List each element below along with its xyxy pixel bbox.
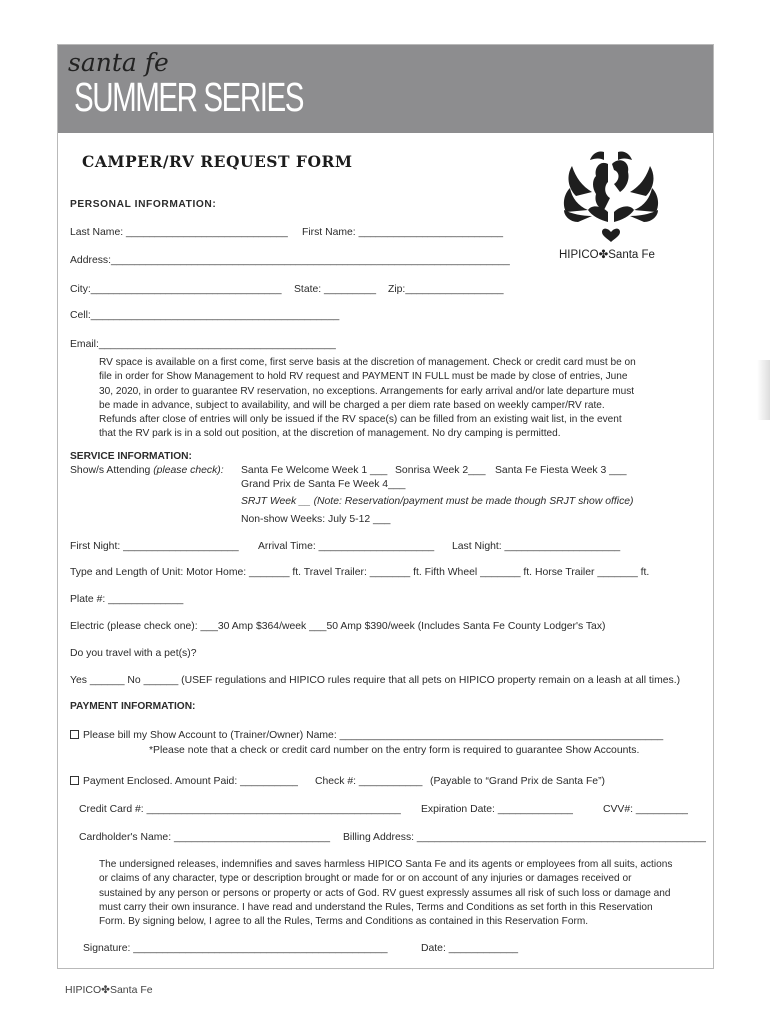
arrival-time-field[interactable]: Arrival Time: ____________________ — [258, 541, 435, 552]
nonshow-option[interactable]: Non-show Weeks: July 5-12 ___ — [241, 514, 391, 525]
policy-line: Refunds after close of entries will only be issued if the RV space(s) can be filled from an existing wait list, in the event — [99, 414, 622, 426]
payment-enclosed-checkbox[interactable] — [70, 776, 79, 785]
bill-account-label: Please bill my Show Account to (Trainer/Owner) Name: ________________________________________________________ — [83, 730, 664, 741]
week3-option[interactable]: Santa Fe Fiesta Week 3 ___ — [495, 465, 627, 476]
payable-note: (Payable to “Grand Prix de Santa Fe”) — [430, 776, 605, 787]
address-field[interactable]: Address:_____________________________________________________________________ — [70, 255, 510, 266]
page-edge-shadow — [757, 360, 770, 420]
state-field[interactable]: State: _________ — [294, 284, 377, 295]
payment-enclosed-option[interactable] — [70, 775, 298, 788]
policy-line: 30, 2020, in order to guarantee RV reservation, no exceptions. Arrangements for early arrival and/or late departure must — [99, 385, 635, 397]
expiration-field[interactable]: Expiration Date: _____________ — [421, 804, 573, 815]
shows-label: Show/s Attending — [70, 465, 154, 476]
first-night-field[interactable]: First Night: ____________________ — [70, 541, 239, 552]
release-line: or claims of any character, type or description brought or made for or on account of any injuries or damages received or — [99, 873, 632, 885]
plate-field[interactable]: Plate #: _____________ — [70, 594, 184, 605]
personal-heading: PERSONAL INFORMATION: — [70, 199, 217, 210]
cvv-field[interactable]: CVV#: _________ — [603, 804, 688, 815]
policy-line: RV space is available on a first come, first serve basis at the discretion of management. Check or credit card must be on — [99, 357, 636, 368]
city-field[interactable]: City:_________________________________ — [70, 284, 282, 295]
pets-answer-field[interactable]: Yes ______ No ______ (USEF regulations and HIPICO rules require that all pets on HIPICO property remain on a leash at all times.) — [70, 675, 681, 686]
brand-script-title: santa fe — [68, 48, 169, 77]
email-field[interactable]: Email:_________________________________________ — [70, 339, 336, 350]
signature-field[interactable]: Signature: ____________________________________________ — [83, 943, 388, 954]
week4-option[interactable]: Grand Prix de Santa Fe Week 4___ — [241, 479, 406, 490]
horse-wings-heart-logo-icon — [558, 150, 663, 248]
release-line: Form. By signing below, I agree to all the Rules, Terms and Conditions as contained in this Reservation Form. — [99, 916, 589, 928]
release-line: sustained by any person or persons or property or acts of God. RV guest expressly assumes all risk of such loss or damage and — [99, 887, 671, 899]
policy-line: file in order for Show Management to hold RV request and PAYMENT IN FULL must be made by close of entries, June — [99, 371, 628, 383]
pets-question: Do you travel with a pet(s)? — [70, 648, 197, 659]
payment-enclosed-label: Payment Enclosed. Amount Paid: __________ — [83, 776, 298, 787]
zip-field[interactable]: Zip:_________________ — [388, 284, 504, 295]
policy-line: be made in advance, subject to availability, and will be charged a per diem rate based on weekly camper/RV rate. — [99, 399, 605, 411]
credit-card-field[interactable]: Credit Card #: ____________________________________________ — [79, 804, 401, 815]
payment-heading: PAYMENT INFORMATION: — [70, 701, 196, 712]
cell-field[interactable]: Cell:___________________________________________ — [70, 310, 340, 321]
srjt-option[interactable]: SRJT Week __ (Note: Reservation/payment must be made though SRJT show office) — [241, 496, 634, 507]
electric-field[interactable]: Electric (please check one): ___30 Amp $364/week ___50 Amp $390/week (Includes Santa Fe County Lodger's Tax) — [70, 621, 606, 632]
service-heading: SERVICE INFORMATION: — [70, 451, 192, 462]
unit-type-field[interactable]: Type and Length of Unit: Motor Home: _______ ft. Travel Trailer: _______ ft. Fifth Wheel _______ ft. Horse Trailer _______ ft. — [70, 567, 650, 578]
form-title: CAMPER/RV REQUEST FORM — [82, 152, 353, 171]
last-night-field[interactable]: Last Night: ____________________ — [452, 541, 621, 552]
release-line: The undersigned releases, indemnifies and saves harmless HIPICO Santa Fe and its agents or employees from all suits, actions — [99, 859, 673, 870]
shows-hint: (please check): — [153, 465, 224, 476]
shows-attending-label — [70, 464, 224, 477]
bill-account-checkbox[interactable] — [70, 730, 79, 739]
check-number-field[interactable]: Check #: ___________ — [315, 776, 423, 787]
week1-option[interactable]: Santa Fe Welcome Week 1 ___ — [241, 465, 388, 476]
cardholder-field[interactable]: Cardholder's Name: ___________________________ — [79, 832, 330, 843]
last-name-field[interactable]: Last Name: ____________________________ — [70, 227, 288, 238]
bill-note: *Please note that a check or credit card number on the entry form is required to guarantee Show Accounts. — [149, 745, 640, 756]
week2-option[interactable]: Sonrisa Week 2___ — [395, 465, 486, 476]
policy-line: that the RV park is in a sold out position, at the discretion of management. No dry camping is permitted. — [99, 428, 561, 440]
footer-logo-text: HIPICO✤Santa Fe — [65, 984, 153, 996]
release-paragraph — [99, 858, 672, 929]
release-line: must carry their own insurance. I have read and understand the Rules, Terms and Conditions as set forth in this Reservation — [99, 901, 653, 913]
brand-main-title: SUMMER SERIES — [74, 74, 303, 120]
policy-paragraph — [99, 356, 636, 442]
billing-address-field[interactable]: Billing Address: __________________________________________________ — [343, 832, 706, 843]
first-name-field[interactable]: First Name: _________________________ — [302, 227, 504, 238]
bill-account-option[interactable] — [70, 729, 663, 742]
date-field[interactable]: Date: ____________ — [421, 943, 519, 954]
hipico-logo-text: HIPICO✤Santa Fe — [559, 249, 655, 261]
